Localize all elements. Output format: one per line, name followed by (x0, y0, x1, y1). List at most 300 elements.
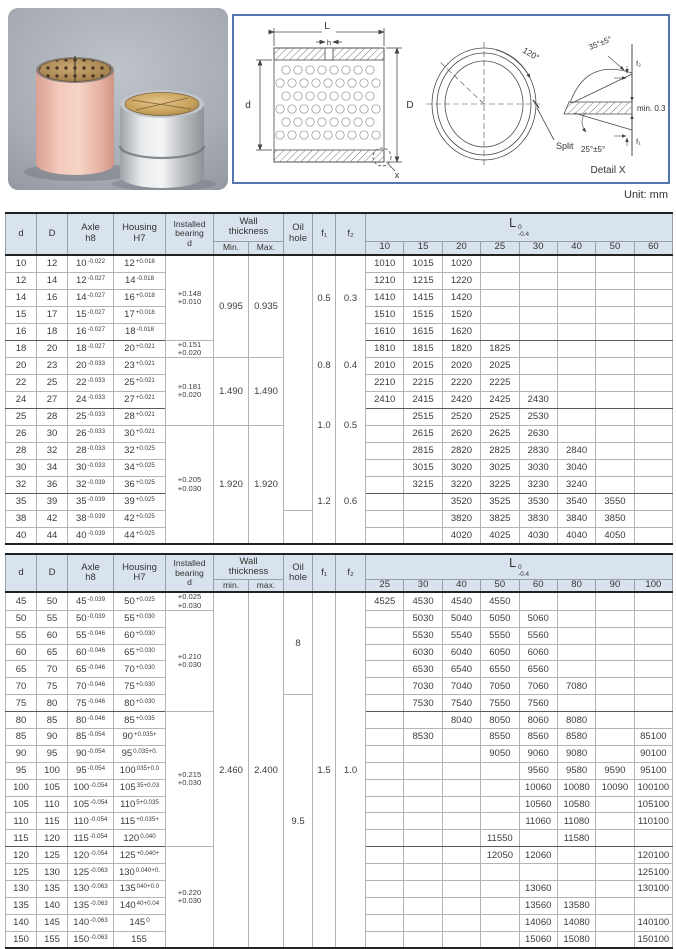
value-cell: 16 (37, 289, 68, 306)
header-cell: d (6, 213, 37, 255)
section-view (256, 28, 402, 171)
value-cell (634, 897, 672, 914)
value-cell: $85^{+0.035}$ (114, 712, 166, 729)
value-cell (366, 695, 404, 712)
value-cell: 1215 (404, 272, 442, 289)
value-cell (366, 897, 404, 914)
value-cell: 5060 (519, 610, 557, 627)
dim-label-d: d (245, 100, 251, 111)
value-cell (634, 459, 672, 476)
value-cell: 12050 (481, 847, 519, 864)
value-cell: 15080 (557, 931, 595, 948)
detail-x-label: Detail X (590, 165, 626, 176)
value-cell (366, 661, 404, 678)
value-cell: 3840 (557, 510, 595, 527)
value-cell: 2625 (481, 425, 519, 442)
value-cell: 42 (37, 510, 68, 527)
value-cell (557, 391, 595, 408)
value-cell: $140^{-0.063}$ (68, 914, 114, 931)
value-cell (404, 897, 442, 914)
value-cell (481, 289, 519, 306)
header-cell: Axle h8 (68, 213, 114, 255)
value-cell (366, 678, 404, 695)
value-cell: $115^{-0.054}$ (68, 830, 114, 847)
value-cell: 2820 (442, 442, 480, 459)
value-cell (596, 678, 634, 695)
value-cell: 7050 (481, 678, 519, 695)
value-cell (557, 408, 595, 425)
value-cell: $130^{-0.063}$ (68, 881, 114, 898)
value-cell: 6560 (519, 661, 557, 678)
detail-x-view (564, 44, 632, 156)
header-cell: Max. (249, 241, 284, 255)
value-cell: 4540 (442, 592, 480, 610)
value-cell: 27 (37, 391, 68, 408)
value-cell: 2520 (442, 408, 480, 425)
value-cell (519, 289, 557, 306)
value-cell (519, 340, 557, 357)
value-cell: 1.0 (313, 391, 336, 459)
value-cell: 110100 (634, 813, 672, 830)
header-cell: f₁ (313, 213, 336, 255)
value-cell (366, 425, 404, 442)
value-cell: 95 (6, 762, 37, 779)
value-cell: 140 (6, 914, 37, 931)
value-cell: 3020 (442, 459, 480, 476)
value-cell: 36 (37, 476, 68, 493)
value-cell: 120 (37, 830, 68, 847)
value-cell: 12 (6, 272, 37, 289)
value-cell (481, 779, 519, 796)
value-cell: 50 (37, 592, 68, 610)
value-cell: 3540 (557, 493, 595, 510)
value-cell: 2615 (404, 425, 442, 442)
value-cell: $40^{-0.039}$ (68, 527, 114, 544)
value-cell (634, 510, 672, 527)
value-cell: 9590 (596, 762, 634, 779)
value-cell: 10090 (596, 779, 634, 796)
value-cell: 1.2 (313, 459, 336, 544)
value-cell: +0.148 +0.010 (166, 255, 214, 340)
value-cell (404, 527, 442, 544)
value-cell: 8050 (481, 712, 519, 729)
value-cell: $32^{+0.025}$ (114, 442, 166, 459)
value-cell (596, 864, 634, 881)
value-cell: 7040 (442, 678, 480, 695)
value-cell (596, 459, 634, 476)
value-cell (634, 678, 672, 695)
value-cell: 8080 (557, 712, 595, 729)
value-cell: 14080 (557, 914, 595, 931)
value-cell: 20 (6, 357, 37, 374)
value-cell: 1825 (481, 340, 519, 357)
value-cell: $105^{-0.054}$ (68, 796, 114, 813)
value-cell (404, 745, 442, 762)
value-cell: 3225 (481, 476, 519, 493)
value-cell (596, 627, 634, 644)
value-cell: 13060 (519, 881, 557, 898)
value-cell (284, 510, 313, 544)
value-cell (404, 510, 442, 527)
value-cell: 6540 (442, 661, 480, 678)
value-cell: 35 (6, 493, 37, 510)
value-cell (596, 745, 634, 762)
value-cell (366, 442, 404, 459)
value-cell: 4530 (404, 592, 442, 610)
value-cell (442, 779, 480, 796)
value-cell: 3215 (404, 476, 442, 493)
dimension-tables (5, 212, 672, 949)
value-cell: 95100 (634, 762, 672, 779)
value-cell: 50 (6, 610, 37, 627)
value-cell: 2410 (366, 391, 404, 408)
value-cell: 3530 (519, 493, 557, 510)
product-photo-illustration (8, 8, 228, 190)
value-cell: 16 (6, 323, 37, 340)
value-cell: 120 (6, 847, 37, 864)
value-cell: 3230 (519, 476, 557, 493)
value-cell: 5040 (442, 610, 480, 627)
value-cell: 125 (6, 864, 37, 881)
value-cell (366, 762, 404, 779)
pink-bushing (36, 56, 114, 175)
value-cell (634, 289, 672, 306)
value-cell (596, 289, 634, 306)
value-cell: $25^{-0.033}$ (68, 408, 114, 425)
header-cell: d (6, 554, 37, 592)
value-cell: 2415 (404, 391, 442, 408)
value-cell: 28 (6, 442, 37, 459)
value-cell (366, 864, 404, 881)
value-cell (596, 476, 634, 493)
value-cell: 95 (37, 745, 68, 762)
value-cell: 3240 (557, 476, 595, 493)
value-cell (634, 527, 672, 544)
value-cell: 8560 (519, 728, 557, 745)
value-cell: 1020 (442, 255, 480, 272)
value-cell: 8 (284, 592, 313, 694)
header-cell: 30 (404, 579, 442, 592)
value-cell: $12^{+0.018}$ (114, 255, 166, 272)
value-cell (634, 425, 672, 442)
value-cell: 5540 (442, 627, 480, 644)
header-cell: D (37, 554, 68, 592)
header-cell: f₂ (336, 554, 366, 592)
value-cell (366, 830, 404, 847)
value-cell: 3850 (596, 510, 634, 527)
header-cell: 50 (596, 241, 634, 255)
value-cell (404, 881, 442, 898)
value-cell: 38 (6, 510, 37, 527)
value-cell: $16^{+0.018}$ (114, 289, 166, 306)
value-cell: 32 (37, 442, 68, 459)
value-cell (596, 847, 634, 864)
value-cell: 1615 (404, 323, 442, 340)
value-cell: 10560 (519, 796, 557, 813)
value-cell (557, 357, 595, 374)
value-cell: 100 (37, 762, 68, 779)
value-cell: 150 (6, 931, 37, 948)
value-cell (366, 510, 404, 527)
value-cell: 25 (37, 374, 68, 391)
value-cell (596, 914, 634, 931)
value-cell (596, 323, 634, 340)
value-cell (366, 408, 404, 425)
value-cell: 14060 (519, 914, 557, 931)
value-cell: 9050 (481, 745, 519, 762)
value-cell: 110 (6, 813, 37, 830)
value-cell (596, 272, 634, 289)
value-cell (519, 323, 557, 340)
value-cell: $18^{-0.027}$ (68, 340, 114, 357)
value-cell: 2425 (481, 391, 519, 408)
header-cell: Wall thickness (214, 213, 284, 241)
value-cell: $42^{+0.025}$ (114, 510, 166, 527)
value-cell: 2825 (481, 442, 519, 459)
value-cell (366, 881, 404, 898)
value-cell: 70 (6, 678, 37, 695)
value-cell: 0.5 (336, 391, 366, 459)
value-cell (596, 357, 634, 374)
value-cell: $44^{+0.025}$ (114, 527, 166, 544)
value-cell: 65 (6, 661, 37, 678)
value-cell: +0.181 +0.020 (166, 357, 214, 425)
value-cell: 10080 (557, 779, 595, 796)
value-cell: 120100 (634, 847, 672, 864)
value-cell: 4030 (519, 527, 557, 544)
value-cell: 1.920 (249, 425, 284, 544)
value-cell: $145^0$ (114, 914, 166, 931)
value-cell: 1520 (442, 306, 480, 323)
value-cell: $80^{+0.030}$ (114, 695, 166, 712)
value-cell (442, 897, 480, 914)
value-cell (557, 374, 595, 391)
value-cell: 80 (37, 695, 68, 712)
value-cell: $39^{+0.025}$ (114, 493, 166, 510)
value-cell: $18^{-0.018}$ (114, 323, 166, 340)
value-cell: $10^{-0.022}$ (68, 255, 114, 272)
value-cell: $90^{+0.035+}$ (114, 728, 166, 745)
angle-35-label: 35°±5° (587, 34, 614, 52)
value-cell (366, 476, 404, 493)
value-cell (557, 340, 595, 357)
value-cell (634, 272, 672, 289)
value-cell (634, 610, 672, 627)
value-cell: 9080 (557, 745, 595, 762)
value-cell: $55^{-0.046}$ (68, 627, 114, 644)
value-cell: 22 (6, 374, 37, 391)
value-cell (596, 391, 634, 408)
value-cell (404, 864, 442, 881)
value-cell (404, 914, 442, 931)
value-cell: $17^{+0.018}$ (114, 306, 166, 323)
value-cell: 4550 (481, 592, 519, 610)
value-cell (596, 830, 634, 847)
value-cell: 0.4 (336, 340, 366, 391)
value-cell: $30^{+0.021}$ (114, 425, 166, 442)
value-cell (557, 306, 595, 323)
dimension-table-large-sizes (5, 553, 673, 949)
value-cell: 13580 (557, 897, 595, 914)
value-cell: 11550 (481, 830, 519, 847)
value-cell: $20^{+0.021}$ (114, 340, 166, 357)
header-cell: Installed bearing d (166, 554, 214, 592)
angle-120-label: 120° (521, 45, 542, 63)
value-cell (404, 779, 442, 796)
value-cell: +0.220 +0.030 (166, 847, 214, 948)
value-cell: 8580 (557, 728, 595, 745)
value-cell (557, 592, 595, 610)
value-cell: 5050 (481, 610, 519, 627)
value-cell: 115 (6, 830, 37, 847)
value-cell: 0.3 (336, 255, 366, 340)
value-cell (519, 306, 557, 323)
value-cell: 130100 (634, 881, 672, 898)
value-cell: 125 (37, 847, 68, 864)
value-cell (366, 610, 404, 627)
header-cell: 15 (404, 241, 442, 255)
value-cell: 100 (6, 779, 37, 796)
value-cell: 1010 (366, 255, 404, 272)
value-cell: 65 (37, 644, 68, 661)
value-cell (284, 255, 313, 510)
value-cell (442, 813, 480, 830)
value-cell (519, 864, 557, 881)
dim-label-h: h (326, 38, 332, 47)
value-cell (519, 272, 557, 289)
value-cell: $32^{-0.039}$ (68, 476, 114, 493)
value-cell: $100^{035+0.0}$ (114, 762, 166, 779)
value-cell: 3825 (481, 510, 519, 527)
value-cell: $125^{+0.040+}$ (114, 847, 166, 864)
value-cell (404, 762, 442, 779)
value-cell (481, 762, 519, 779)
value-cell (596, 881, 634, 898)
value-cell: 32 (6, 476, 37, 493)
value-cell: 25 (6, 408, 37, 425)
value-cell: $75^{-0.046}$ (68, 695, 114, 712)
value-cell: $60^{+0.030}$ (114, 627, 166, 644)
value-cell (481, 255, 519, 272)
value-cell: 9.5 (284, 695, 313, 948)
value-cell (442, 914, 480, 931)
value-cell: 2.460 (214, 592, 249, 948)
value-cell: 80 (6, 712, 37, 729)
value-cell: 1610 (366, 323, 404, 340)
value-cell: 70 (37, 661, 68, 678)
value-cell: 1.490 (214, 357, 249, 425)
value-cell: $14^{-0.027}$ (68, 289, 114, 306)
value-cell (557, 289, 595, 306)
value-cell: 1820 (442, 340, 480, 357)
value-cell: 2515 (404, 408, 442, 425)
header-cell: 25 (481, 241, 519, 255)
header-cell: 40 (442, 579, 480, 592)
value-cell (596, 610, 634, 627)
value-cell: 8040 (442, 712, 480, 729)
value-cell: 75 (37, 678, 68, 695)
value-cell: $90^{-0.054}$ (68, 745, 114, 762)
value-cell: 10580 (557, 796, 595, 813)
value-cell: 135 (37, 881, 68, 898)
header-cell: Min. (214, 241, 249, 255)
value-cell: 2420 (442, 391, 480, 408)
technical-drawing-panel (232, 14, 670, 184)
value-cell (519, 357, 557, 374)
value-cell: 1410 (366, 289, 404, 306)
value-cell: $55^{+0.030}$ (114, 610, 166, 627)
value-cell: 0.6 (336, 459, 366, 544)
value-cell (519, 374, 557, 391)
value-cell: 7530 (404, 695, 442, 712)
value-cell: 3525 (481, 493, 519, 510)
value-cell (596, 374, 634, 391)
steel-bushing (120, 90, 204, 188)
value-cell: $16^{-0.027}$ (68, 323, 114, 340)
value-cell (596, 728, 634, 745)
value-cell (481, 864, 519, 881)
value-cell: 4525 (366, 592, 404, 610)
value-cell: 2525 (481, 408, 519, 425)
value-cell: 24 (6, 391, 37, 408)
value-cell: $110^{-0.054}$ (68, 813, 114, 830)
value-cell (404, 830, 442, 847)
value-cell (557, 661, 595, 678)
value-cell: 140 (37, 897, 68, 914)
value-cell: +0.025 +0.030 (166, 592, 214, 610)
value-cell: 18 (37, 323, 68, 340)
value-cell (596, 255, 634, 272)
value-cell: 60 (37, 627, 68, 644)
header-cell: 90 (596, 579, 634, 592)
value-cell: 0.935 (249, 255, 284, 357)
value-cell: 12 (37, 255, 68, 272)
value-cell (404, 796, 442, 813)
value-cell: $15^{-0.027}$ (68, 306, 114, 323)
value-cell (596, 897, 634, 914)
value-cell: $45^{-0.039}$ (68, 592, 114, 610)
value-cell: 18 (6, 340, 37, 357)
value-cell: 44 (37, 527, 68, 544)
value-cell: $24^{-0.033}$ (68, 391, 114, 408)
value-cell: 6030 (404, 644, 442, 661)
value-cell: 17 (37, 306, 68, 323)
value-cell (557, 272, 595, 289)
value-cell: $110^{5+0.035}$ (114, 796, 166, 813)
value-cell (519, 255, 557, 272)
value-cell (404, 712, 442, 729)
value-cell: 8530 (404, 728, 442, 745)
value-cell: 1.490 (249, 357, 284, 425)
value-cell: $26^{-0.033}$ (68, 425, 114, 442)
value-cell: 2215 (404, 374, 442, 391)
value-cell (596, 408, 634, 425)
value-cell: 26 (6, 425, 37, 442)
value-cell: 4020 (442, 527, 480, 544)
value-cell (404, 847, 442, 864)
value-cell: 12060 (519, 847, 557, 864)
value-cell: $12^{-0.027}$ (68, 272, 114, 289)
value-cell: 4025 (481, 527, 519, 544)
value-cell: 1210 (366, 272, 404, 289)
value-cell: $30^{-0.033}$ (68, 459, 114, 476)
header-cell: 20 (442, 241, 480, 255)
value-cell: 1810 (366, 340, 404, 357)
value-cell (596, 661, 634, 678)
header-cell: 40 (557, 241, 595, 255)
value-cell: $14^{-0.018}$ (114, 272, 166, 289)
value-cell: 110 (37, 796, 68, 813)
